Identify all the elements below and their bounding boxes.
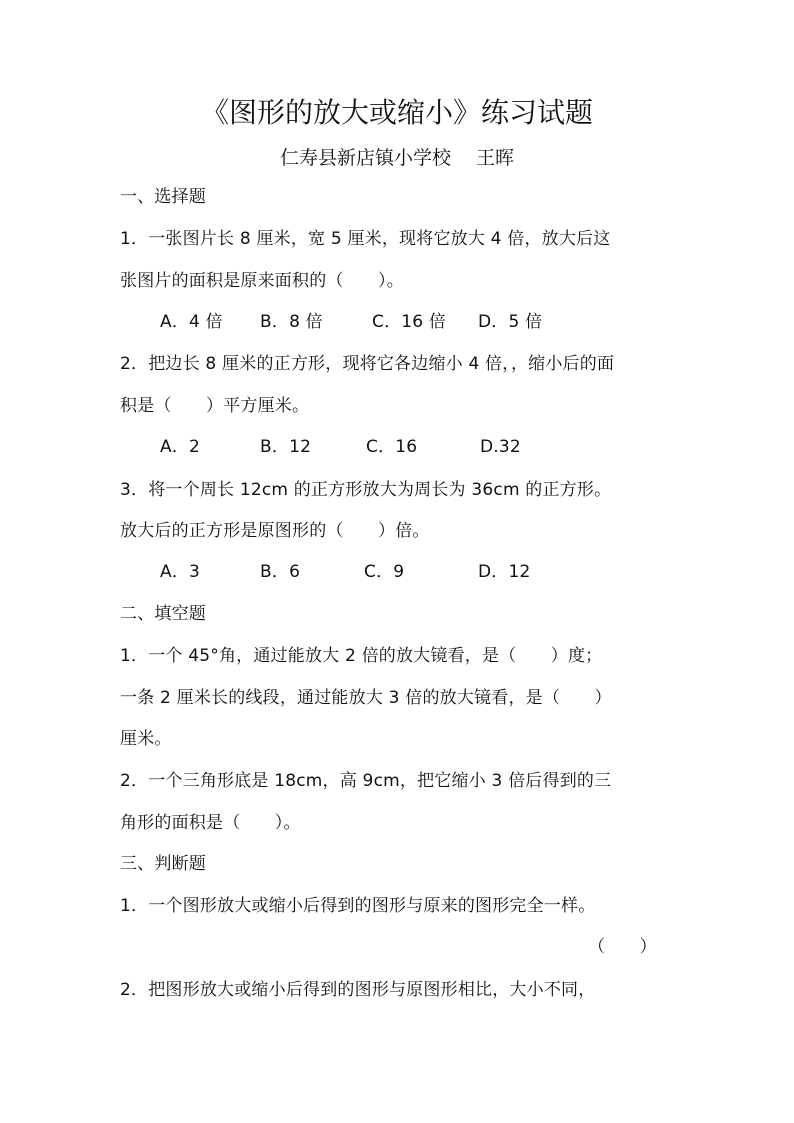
- option-c: C．9: [364, 562, 405, 582]
- option-b: B．6: [260, 562, 301, 582]
- question-fill-1-line-2: 一条 2 厘米长的线段，通过能放大 3 倍的放大镜看，是（ ）: [120, 688, 612, 708]
- question-judge-1-line-1: 1．一个图形放大或缩小后得到的图形与原来的图形完全一样。: [120, 896, 596, 916]
- document-subtitle: 仁寿县新店镇小学校 王晖: [279, 147, 515, 169]
- section-heading-judge: 三、判断题: [120, 854, 206, 874]
- question-fill-2-line-2: 角形的面积是（ ）。: [120, 813, 301, 833]
- option-a: A．2: [160, 437, 201, 457]
- question-fill-2-line-1: 2．一个三角形底是 18cm，高 9cm，把它缩小 3 倍后得到的三: [120, 771, 612, 791]
- option-b: B．8 倍: [260, 312, 323, 332]
- question-choice-1-line-2: 张图片的面积是原来面积的（ ）。: [120, 271, 404, 291]
- option-d: D．12: [478, 562, 531, 582]
- option-c: C．16 倍: [372, 312, 447, 332]
- section-heading-choice: 一、选择题: [120, 187, 206, 207]
- question-choice-1-line-1: 1．一张图片长 8 厘米，宽 5 厘米，现将它放大 4 倍，放大后这: [120, 229, 611, 249]
- option-b: B．12: [260, 437, 312, 457]
- question-fill-1-line-1: 1．一个 45°角，通过能放大 2 倍的放大镜看，是（ ）度；: [120, 646, 603, 666]
- section-heading-fill: 二、填空题: [120, 604, 206, 624]
- question-judge-2-line-1: 2．把图形放大或缩小后得到的图形与原图形相比，大小不同，: [120, 980, 596, 1000]
- question-choice-2-line-1: 2．把边长 8 厘米的正方形，现将它各边缩小 4 倍，，缩小后的面: [120, 354, 615, 374]
- question-choice-2-line-2: 积是（ ）平方厘米。: [120, 396, 310, 416]
- question-choice-3-line-1: 3．将一个周长 12cm 的正方形放大为周长为 36cm 的正方形。: [120, 480, 612, 500]
- option-a: A．4 倍: [160, 312, 223, 332]
- question-choice-3-line-2: 放大后的正方形是原图形的（ ）倍。: [120, 521, 430, 541]
- question-judge-1-answer-blank: （ ）: [588, 937, 657, 957]
- option-a: A．3: [160, 562, 201, 582]
- question-fill-1-line-3: 厘米。: [120, 729, 172, 749]
- document-title: 《图形的放大或缩小》练习试题: [200, 96, 593, 129]
- option-d: D．5 倍: [478, 312, 543, 332]
- option-d: D.32: [480, 437, 521, 457]
- option-c: C．16: [366, 437, 418, 457]
